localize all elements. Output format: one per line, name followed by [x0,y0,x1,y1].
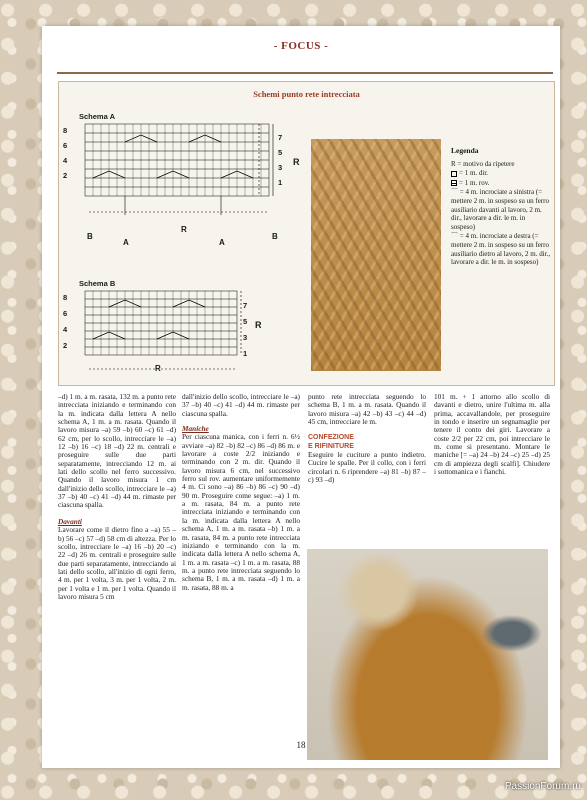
schema-a-grid [73,120,313,230]
col3-paragraph-1: punto rete intrecciata seguendo lo schema B, 1 m. a m. rasata. Quando il lavoro misura –a) 42 –b) 43 –c) 44 –d) 45 cm, intrecciare le m. [308,392,426,427]
col1-paragraph-2: Lavorare come il dietro fino a –a) 55 –b) 56 –c) 57 –d) 58 cm di altezza. Per lo scollo, intrecciare le –a) 16 –b) 20 –c) 22 –d) 26 m. centrali e proseguire sulle due parti separatamente, intrecciando ai lati dello scollo, all'inizio di ogni ferro, 4 m. per 1 volta, 3 m. per 1 volta, 2 m. per 1 volta e 1 m. per 1 volta. Quando il lavoro misura 5 cm [58,525,176,601]
schema-b-label: Schema B [79,279,116,288]
legend-title: Legenda [451,146,479,155]
schema-a-bottom-left: B [87,232,93,241]
schema-a-label: Schema A [79,112,115,121]
cross-left-symbol-icon: ⌒ [451,188,460,197]
legend-item-purl: = 1 m. rov. [451,179,551,188]
col4-paragraph-1: 101 m. + 1 attorno allo scollo di davanti e dietro, unire l'ultima m. alla prima, accavallandole, per proseguire in tondo e inserire un segnamaglie per tenere il conto dei giri. Lavorare a coste 2/2 per 22 cm, poi intrecciare le m. come si presentano. Montare le maniche [= –a) 24 –b) 24 –c) 25 –d) 25 cm di ampiezza degli scalfi]. Chiudere i sottomanica e i fianchi. [434,392,550,477]
col3-heading-rifiniture: E RIFINITURE [308,442,354,450]
legend-item-knit: = 1 m. dir. [451,169,551,178]
magazine-page [42,26,560,768]
knit-symbol-icon [451,171,457,177]
legend-item-repeat: R = motivo da ripetere [451,159,515,168]
text-column-3 [308,393,426,484]
text-column-2 [182,393,300,592]
schema-a-side-label: R [293,157,300,167]
cross-right-symbol-icon: ⌒ [451,232,460,241]
schema-b-row-numbers-right: 7 5 3 1 [243,301,248,358]
text-column-1 [58,393,176,601]
magazine-header: - FOCUS - [273,40,329,52]
col1-paragraph-1: –d) 1 m. a m. rasata, 132 m. a punto rete intrecciata iniziando e terminando con la m. indicata dalla lettera A nello schema A, 1 m. a m. rasata. Quando il lavoro misura –a) 59 –b) 60 –c) 61 –d) 62 cm, per lo scollo, intrecciare le –a) 12 –b) 16 –c) 18 –d) 22 m. centrali e proseguire sulle due parti separatamente, intrecciando 12 m. ai lati dello scollo nel ferro successivo. Quando il lavoro misura 1 cm dall'inizio dello scollo, intrecciare le –a) 37 –b) 40 –c) 41 –d) 44 m. rimaste per ciascuna spalla. [58,392,176,510]
panel-title: Schemi punto rete intrecciata [253,89,360,99]
col3-paragraph-2: Eseguire le cuciture a punto indietro. Cucire le spalle. Per il collo, con i ferri circolari n. 6 riprendere –a) 81 –b) 87 –c) 93 –d) [308,450,426,485]
purl-symbol-icon [451,180,457,186]
schema-b-grid [73,287,293,377]
schema-a-bottom-right: B [272,232,278,241]
model-photo [307,549,548,760]
col1-heading-davanti: Davanti [58,516,82,526]
knit-swatch-photo [311,139,441,371]
col3-heading-confezione: CONFEZIONE [308,434,354,442]
schema-a-repeat-label: R [181,225,187,234]
page-number: 18 [296,740,306,750]
schema-a-marker-a2: A [219,238,225,247]
schema-b-repeat-label: R [155,364,161,373]
col2-heading-maniche: Maniche [182,424,209,434]
legend [451,147,551,268]
schema-b-row-numbers-left: 8 6 4 2 [63,293,68,350]
schema-a-row-numbers-left: 8 6 4 2 [63,126,68,180]
text-column-4 [434,393,550,476]
panel-top-rule [57,72,553,74]
col2-paragraph-1: dall'inizio dello scollo, intrecciare le –a) 37 –b) 40 –c) 41 –d) 44 m. rimaste per ciascuna spalla. [182,392,300,418]
legend-item-cross-right: ⌒ = 4 m. incrociate a destra (= mettere 2 m. in sospeso su un ferro ausiliario dietro al lavoro, 2 m. dir., lavorare a dir. le m. in sospeso) [451,232,551,267]
schema-a-marker-a1: A [123,238,129,247]
schema-a-row-numbers-right: 7 5 3 1 [278,133,283,187]
schemes-panel [58,81,555,386]
legend-item-cross-left: ⌒ = 4 m. incrociate a sinistra (= mettere 2 m. in sospeso su un ferro ausiliario davanti al lavoro, 2 m. dir., lavorare a dir. le m. in sospeso) [451,188,549,231]
watermark: PassionForum.ru [504,781,581,792]
schema-b-side-label: R [255,320,262,330]
col2-paragraph-2: Per ciascuna manica, con i ferri n. 6½ avviare –a) 82 –b) 82 –c) 86 –d) 86 m. e lavorare a coste 2/2 iniziando e terminando con 2 m. dir. Quando il lavoro misura 6 cm, nel successivo ferro sul rov. aumentare uniformemente 4 m. Ci sono –a) 86 –b) 86 –c) 90 –d) 90 m. Proseguire come segue: –a) 1 m. a m. rasata, 84 m. a punto rete intrecciata iniziando e terminando con la m. indicata dalla lettera A nello schema A, 1 m. a m. rasata –b) 1 m. a m. rasata, 84 m. a punto rete intrecciata iniziando e terminando con la m. indicata dalla lettera A nello schema A, 1 m. a m. rasata –c) 1 m. a m. rasata, 88 m. a punto rete intrecciata seguendo lo schema B, 1 m. a m. rasata –d) 1 m. a m. rasata, 88 m. a [182,432,300,592]
